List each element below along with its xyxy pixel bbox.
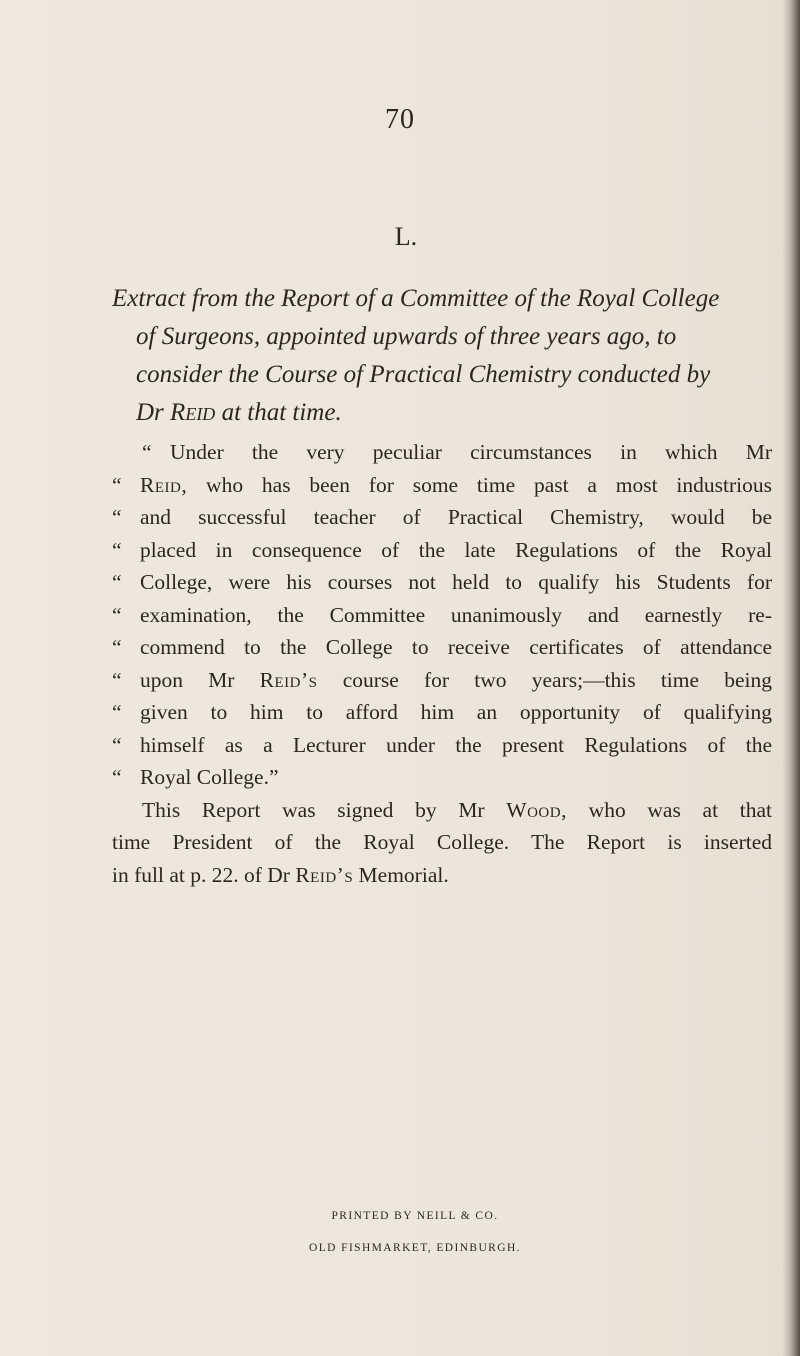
quote-line-9	[112, 696, 772, 729]
quote-text: placed in consequence of the late Regulations of the Royal	[140, 537, 772, 562]
quote-line-1	[112, 436, 772, 469]
signed-text-start: in full at p. 22. of Dr	[112, 862, 296, 887]
quote-text: given to him to afford him an opportunity of qualifying	[140, 700, 772, 724]
section-letter: L.	[394, 222, 418, 251]
quote-mark: “	[112, 700, 122, 724]
quote-text-rest: who has been for some time past a most industrious	[206, 472, 772, 497]
signed-text-start: This Report was signed by Mr	[142, 797, 507, 822]
quote-line-10	[112, 729, 772, 762]
signed-text: time President of the Royal College. The Report is inserted	[112, 830, 772, 854]
quote-text: College, were his courses not held to qualify his Students for	[140, 570, 772, 594]
quote-line-7	[112, 631, 772, 664]
quote-line-8	[112, 664, 772, 697]
extract-heading	[112, 280, 772, 432]
quote-line-11	[112, 761, 772, 794]
signed-text-end: who was at that	[566, 797, 772, 822]
report-signed-line-2	[112, 826, 772, 859]
heading-dr: Dr	[136, 399, 171, 426]
report-quotation	[112, 436, 772, 891]
reid-name: Reid’s	[259, 667, 318, 692]
signed-text	[112, 859, 772, 892]
report-signed-line-3	[112, 859, 772, 892]
quote-mark: “	[112, 765, 122, 789]
quote-text	[140, 469, 772, 502]
page-edge-shadow	[782, 0, 800, 1356]
quote-text: examination, the Committee unanimously and earnestly re-	[140, 602, 772, 627]
quote-line-2	[112, 469, 772, 502]
upon-mr: upon Mr	[140, 667, 260, 692]
reid-name: Reid,	[140, 472, 188, 497]
quote-text-rest: course for two years;—this time being	[342, 667, 773, 692]
quote-mark: “	[112, 472, 122, 497]
quote-mark: “	[112, 570, 122, 594]
quote-text: Under the very peculiar circumstances in which Mr	[170, 440, 772, 464]
heading-reid-name: Reid	[170, 399, 216, 426]
quote-mark: “	[142, 440, 152, 464]
wood-name: Wood,	[506, 797, 567, 822]
report-signed-line-1	[112, 794, 772, 827]
heading-at-that-time: at that time.	[215, 399, 342, 426]
quote-mark: “	[112, 602, 122, 627]
quote-text: commend to the College to receive certificates of attendance	[140, 635, 772, 659]
quote-line-3	[112, 501, 772, 534]
quote-text	[140, 664, 772, 697]
quote-line-5	[112, 566, 772, 599]
imprint-line-2: OLD FISHMARKET, EDINBURGH.	[309, 1242, 521, 1254]
heading-line-1: Extract from the Report of a Committee of the Royal College	[112, 285, 720, 312]
signed-text	[142, 794, 772, 827]
reid-name: Reid’s	[295, 862, 354, 887]
quote-line-6	[112, 599, 772, 632]
heading-line-3: consider the Course of Practical Chemistry conducted by	[136, 361, 711, 388]
imprint-line-1: PRINTED BY NEILL & CO.	[331, 1210, 499, 1222]
signed-text-end: Memorial.	[353, 862, 449, 887]
quote-line-4	[112, 534, 772, 567]
quote-mark: “	[112, 667, 122, 692]
quote-mark: “	[112, 732, 122, 757]
quote-text: and successful teacher of Practical Chemistry, would be	[140, 505, 772, 529]
quote-text: Royal College.”	[140, 765, 279, 789]
quote-mark: “	[112, 537, 122, 562]
printer-imprint	[300, 1200, 530, 1264]
page-number: 70	[385, 104, 415, 135]
quote-mark: “	[112, 505, 122, 529]
quote-text: himself as a Lecturer under the present Regulations of the	[140, 732, 772, 757]
quote-mark: “	[112, 635, 122, 659]
heading-line-4	[112, 394, 772, 432]
heading-line-2: of Surgeons, appointed upwards of three years ago, to	[136, 323, 677, 350]
